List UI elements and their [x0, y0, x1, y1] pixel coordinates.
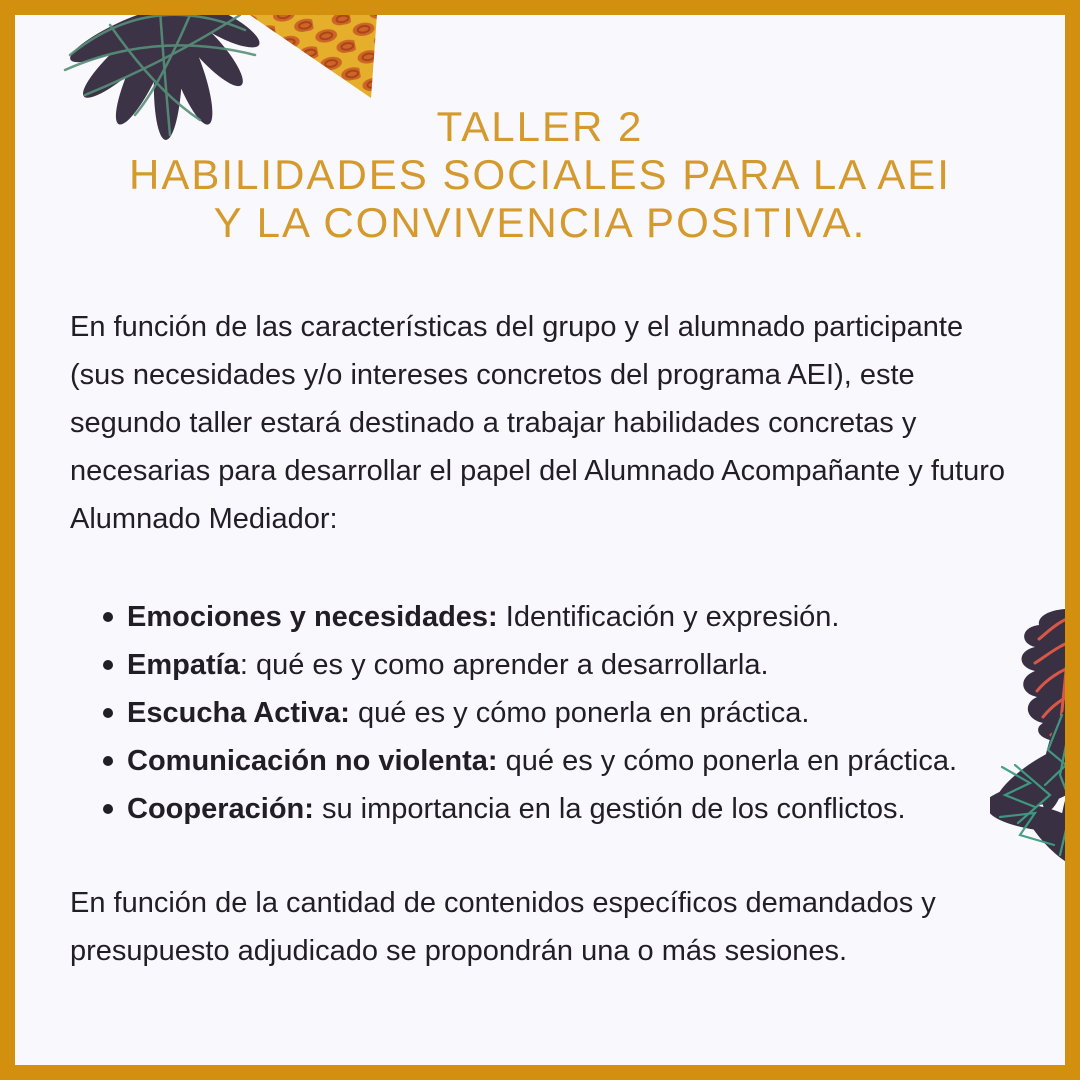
bullet-icon: [103, 804, 113, 814]
bullet-icon: [103, 612, 113, 622]
title-line-3: Y LA CONVIVENCIA POSITIVA.: [213, 199, 867, 246]
list-item: [103, 593, 1023, 641]
bullet-rest: : qué es y como aprender a desarrollarla.: [239, 649, 769, 681]
bullet-lead: Emociones y necesidades:: [127, 601, 498, 633]
list-item: [103, 737, 1023, 785]
list-item: [103, 641, 1023, 689]
skills-list: [70, 593, 1023, 833]
intro-paragraph: En función de las características del grupo y el alumnado participante (sus necesidades y/o intereses concretos del programa AEI), este segundo taller estará destinado a trabajar habilidades concretas y necesarias para desarrollar el papel del Alumnado Acompañante y futuro Alumnado Mediador:: [70, 311, 1006, 535]
bullet-lead: Cooperación:: [127, 793, 314, 825]
page-title: [45, 103, 1035, 247]
body-content: [70, 303, 1023, 975]
coral-leaf-icon: [1015, 605, 1080, 750]
title-line-2: HABILIDADES SOCIALES PARA LA AEI: [129, 151, 951, 198]
bullet-lead: Empatía: [127, 649, 240, 681]
bullet-rest: qué es y cómo ponerla en práctica.: [349, 697, 810, 729]
bullet-icon: [103, 708, 113, 718]
list-item: [103, 689, 1023, 737]
dotted-triangle-icon: [0, 0, 420, 115]
title-line-1: TALLER 2: [436, 103, 644, 150]
closing-paragraph: En función de la cantidad de contenidos específicos demandados y presupuesto adjudicado se propondrán una o más sesiones.: [70, 887, 936, 967]
bullet-rest: Identificación y expresión.: [497, 601, 840, 633]
bullet-rest: qué es y cómo ponerla en práctica.: [497, 745, 958, 777]
bullet-lead: Comunicación no violenta:: [127, 745, 498, 777]
bullet-rest: su importancia en la gestión de los conflictos.: [313, 793, 906, 825]
list-item: [103, 785, 1023, 833]
bullet-icon: [103, 756, 113, 766]
bullet-lead: Escucha Activa:: [127, 697, 350, 729]
bullet-icon: [103, 660, 113, 670]
